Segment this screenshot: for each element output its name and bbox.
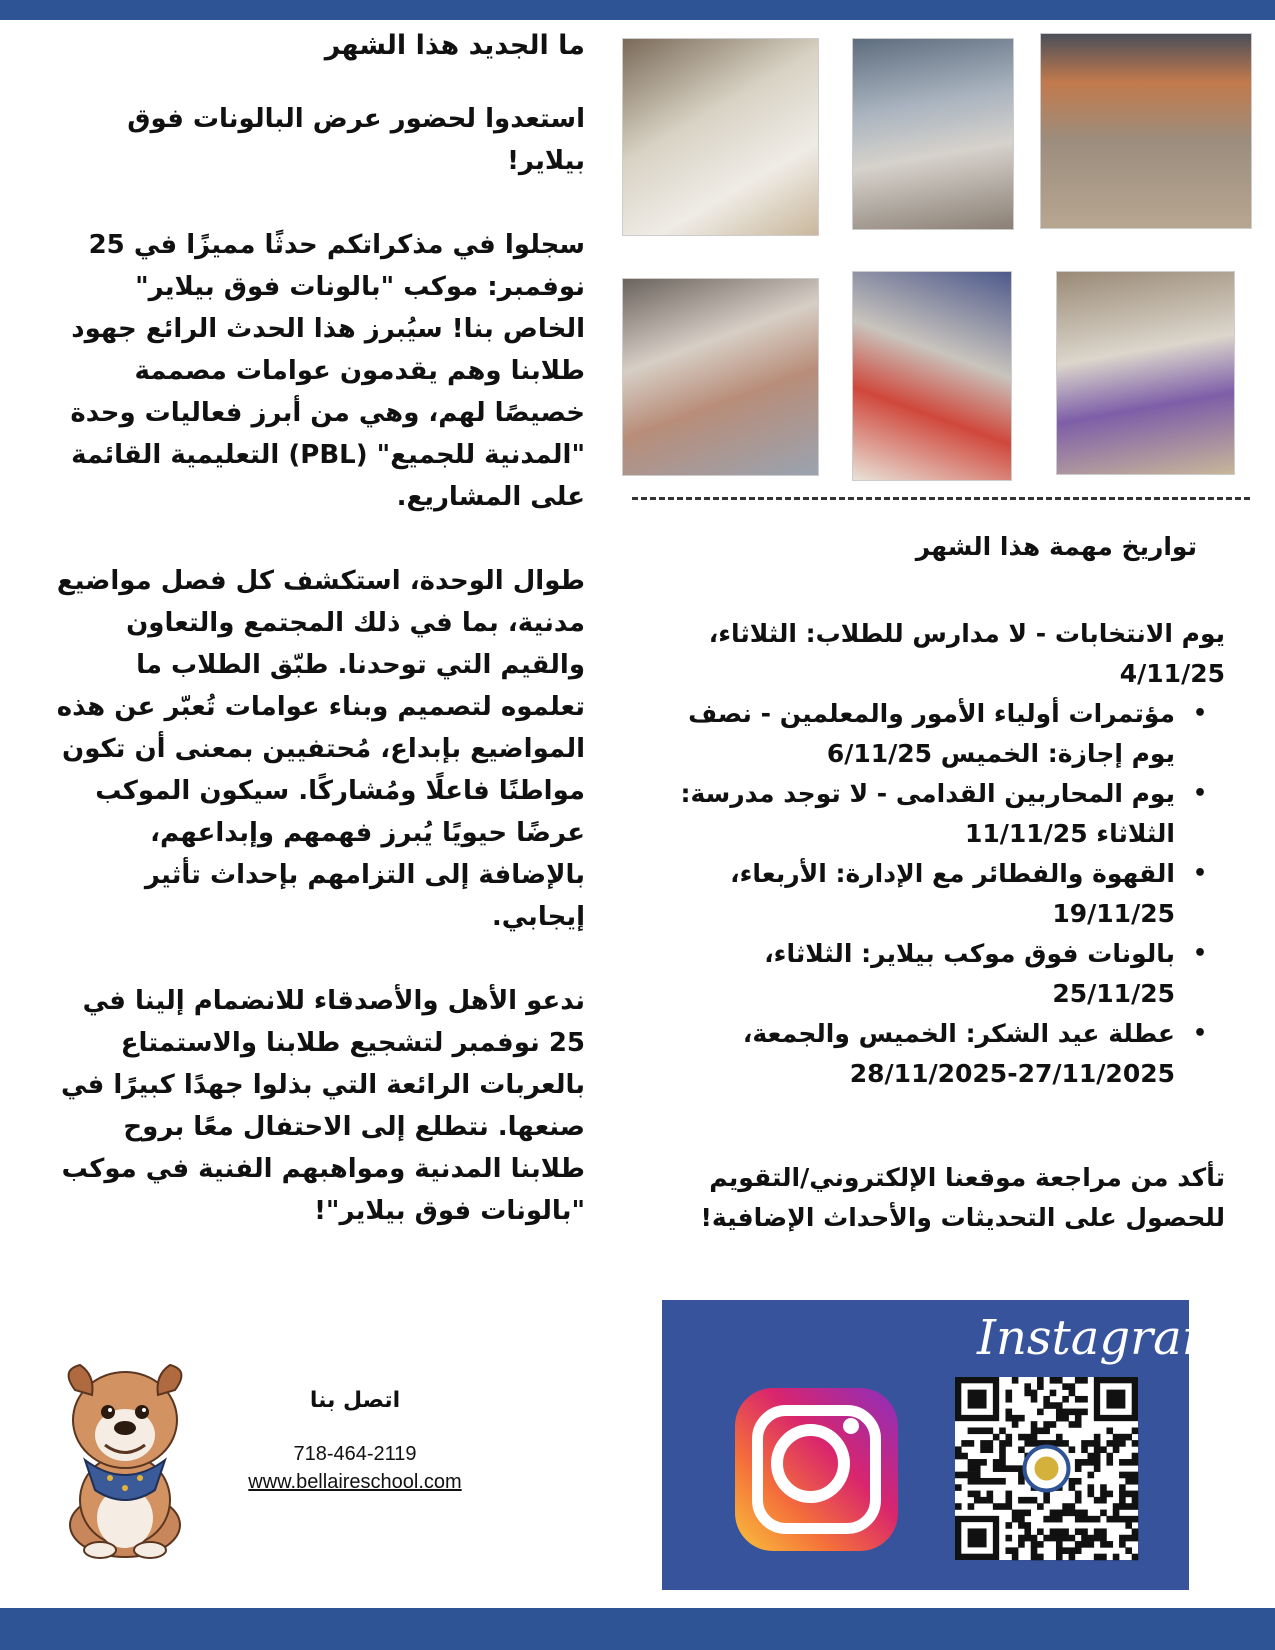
list-item: • القهوة والفطائر مع الإدارة: الأربعاء، 19/11/25 (660, 854, 1175, 934)
classroom-photo-4 (622, 278, 819, 476)
contact-heading: اتصل بنا (309, 1388, 401, 1413)
dates-lead: يوم الانتخابات - لا مدارس للطلاب: الثلاثاء، 4/11/25 (708, 619, 1225, 688)
website-link[interactable]: www.bellaireschool.com (248, 1471, 462, 1493)
classroom-photo-5 (852, 271, 1012, 481)
list-item: • عطلة عيد الشكر: الخميس والجمعة، 27/11/2025-28/11/2025 (660, 1014, 1175, 1094)
instagram-title: Instagram (977, 1310, 1228, 1366)
qr-code-icon[interactable] (955, 1377, 1138, 1560)
instagram-panel (662, 1300, 1228, 1590)
news-heading: ما الجديد هذا الشهر (324, 30, 585, 61)
important-dates (660, 530, 1225, 1238)
list-item: • بالونات فوق موكب بيلاير: الثلاثاء، 25/11/25 (660, 934, 1175, 1014)
news-intro: استعدوا لحضور عرض البالونات فوق بيلاير! (127, 104, 585, 176)
classroom-photo-1 (622, 38, 819, 236)
list-item: • مؤتمرات أولياء الأمور والمعلمين - نصف يوم إجازة: الخميس 6/11/25 (660, 694, 1175, 774)
dates-list (660, 694, 1225, 1094)
dates-heading: تواريخ مهمة هذا الشهر (915, 532, 1197, 561)
news-column (55, 28, 585, 1274)
news-paragraph-1: سجلوا في مذكراتكم حدثًا مميزًا في 25 نوفمبر: موكب "بالونات فوق بيلاير" الخاص بنا! سيُبرز هذا الحدث الرائع جهود طلابنا وهم يقدمون عوامات مصممة خصيصًا لهم، وهي من أبرز فعاليات وحدة "المدنية للجميع" (PBL) التعليمية القائمة على المشاريع. (70, 230, 585, 512)
classroom-photo-3 (1040, 33, 1252, 229)
news-paragraph-3: ندعو الأهل والأصدقاء للانضمام إلينا في 25 نوفمبر لتشجيع طلابنا والاستمتاع بالعربات الرائعة التي بذلوا جهدًا كبيرًا في صنعها. نتطلع إلى الاحتفال معًا بروح طلابنا المدنية ومواهبهم الفنية في موكب "بالونات فوق بيلاير"! (60, 986, 585, 1226)
list-item: • يوم المحاربين القدامى - لا توجد مدرسة: الثلاثاء 11/11/25 (660, 774, 1175, 854)
contact-block (230, 1386, 480, 1496)
top-band (0, 0, 1275, 20)
classroom-photo-2 (852, 38, 1014, 230)
news-paragraph-2: طوال الوحدة، استكشف كل فصل مواضيع مدنية، بما في ذلك المجتمع والتعاون والقيم التي توحدنا. طبّق الطلاب ما تعلموه لتصميم وبناء عوامات تُعبّر عن هذه المواضيع بإبداع، مُحتفيين بمعنى أن تكون مواطنًا فاعلًا ومُشاركًا. سيكون الموكب عرضًا حيويًا يُبرز فهمهم وإبداعهم، بالإضافة إلى التزامهم بإحداث تأثير إيجابي. (56, 566, 585, 932)
website-note: تأكد من مراجعة موقعنا الإلكتروني/التقويم للحصول على التحديثات والأحداث الإضافية! (700, 1163, 1225, 1232)
classroom-photo-6 (1056, 271, 1235, 475)
dashed-divider (632, 497, 1250, 500)
contact-phone: 718-464-2119 (293, 1443, 417, 1465)
bulldog-mascot-icon (50, 1350, 200, 1560)
instagram-logo-icon[interactable] (735, 1388, 898, 1551)
bottom-band (0, 1608, 1275, 1650)
